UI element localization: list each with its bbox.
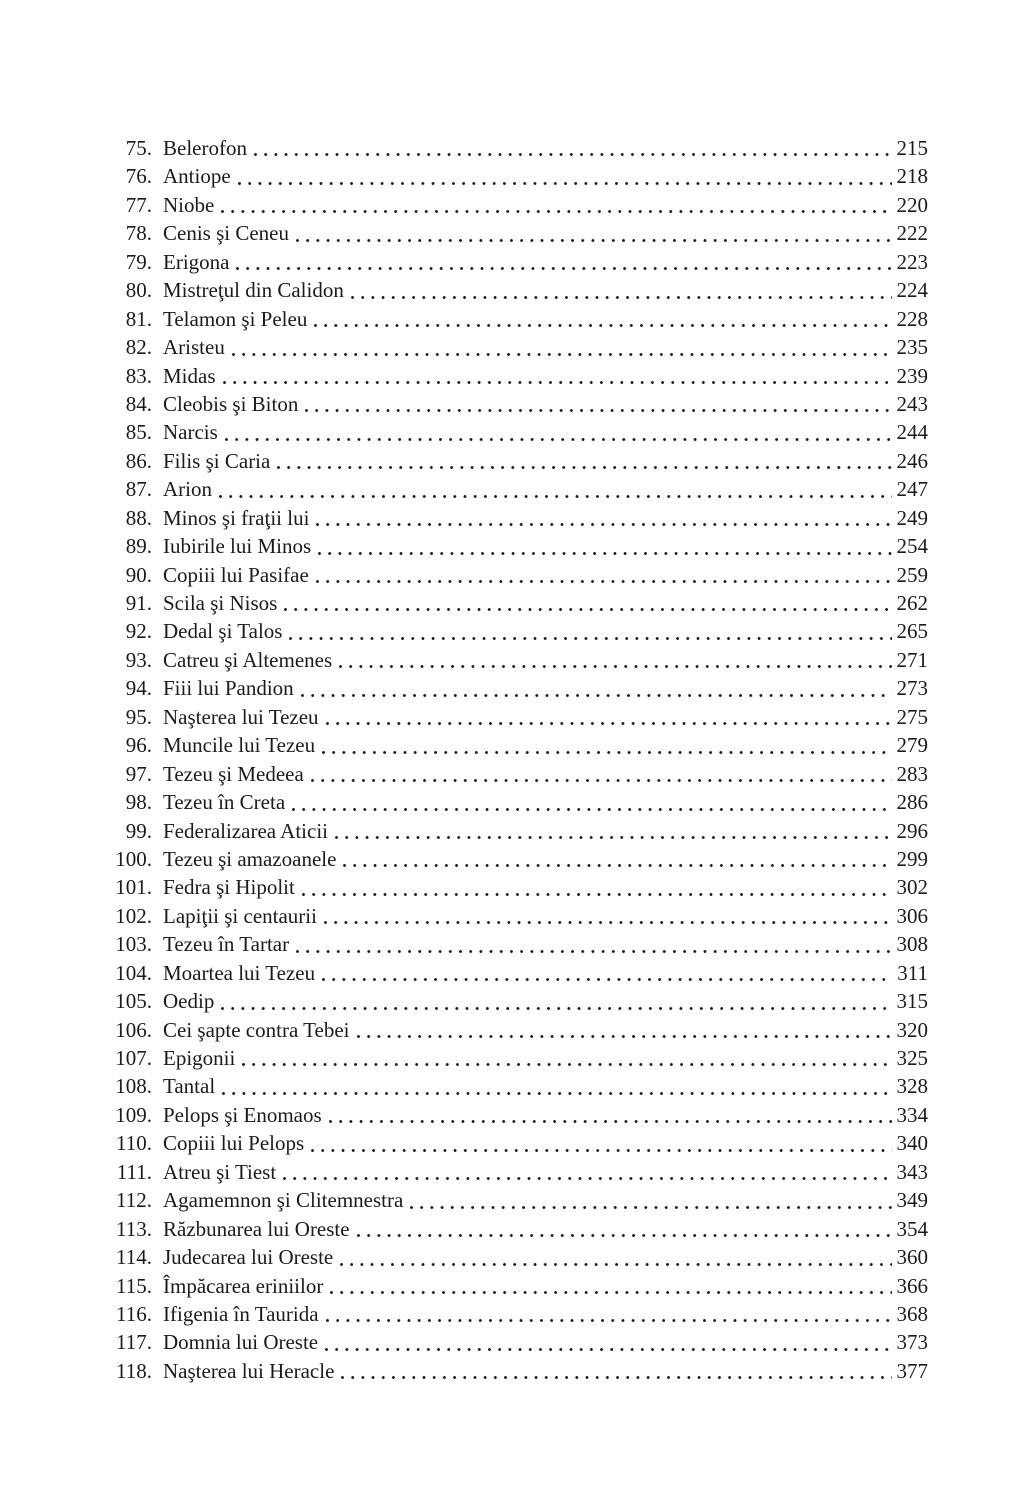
toc-entry-number: 81.	[125, 306, 152, 331]
toc-entry	[100, 532, 928, 560]
dot-leader	[318, 552, 891, 555]
toc-entry-title: Minos şi fraţii lui	[163, 505, 310, 530]
toc-entry-number: 114.	[116, 1245, 152, 1270]
toc-entry	[100, 1016, 928, 1044]
toc-entry	[100, 1101, 928, 1129]
toc-entry-page: 334	[896, 1102, 928, 1127]
toc-entry-number: 102.	[115, 903, 152, 928]
toc-entry-title: Tezeu în Creta	[163, 790, 286, 815]
toc-entry-number: 109.	[115, 1102, 152, 1127]
dot-leader	[232, 353, 892, 356]
toc-entry-number: 80.	[125, 278, 152, 303]
toc-entry-number: 97.	[125, 761, 152, 786]
toc-entry-number: 110.	[116, 1131, 152, 1156]
dot-leader	[302, 893, 892, 896]
toc-entry-page: 243	[896, 391, 928, 416]
toc-entry-title: Epigonii	[163, 1046, 236, 1070]
toc-entry-page: 315	[896, 989, 928, 1014]
toc-entry-page: 254	[896, 534, 928, 559]
toc-entry	[100, 191, 928, 219]
dot-leader	[221, 210, 891, 213]
dot-leader	[316, 580, 892, 583]
toc-entry-page: 296	[896, 818, 928, 843]
toc-entry	[100, 646, 928, 674]
toc-entry	[100, 617, 928, 645]
toc-entry-number: 103.	[115, 932, 152, 957]
toc-entry-title: Arion	[163, 477, 212, 502]
toc-entry-number: 86.	[125, 448, 152, 473]
dot-leader	[225, 438, 892, 441]
toc-entry-title: Telamon şi Peleu	[163, 306, 308, 331]
dot-leader	[322, 751, 891, 754]
toc-entry-title: Împăcarea eriniilor	[163, 1273, 324, 1298]
toc-entry-page: 283	[896, 761, 928, 786]
toc-entry	[100, 134, 928, 162]
toc-entry	[100, 276, 928, 304]
dot-leader	[221, 1007, 891, 1010]
dot-leader	[238, 182, 892, 185]
toc-entry-page: 262	[896, 591, 928, 615]
toc-entry	[100, 731, 928, 759]
toc-entry-number: 104.	[115, 960, 152, 985]
dot-leader	[292, 808, 891, 811]
toc-entry-number: 93.	[125, 647, 152, 672]
toc-entry-title: Midas	[163, 363, 216, 388]
toc-entry-page: 360	[896, 1245, 928, 1270]
dot-leader	[324, 921, 892, 924]
dot-leader	[316, 523, 891, 526]
toc-entry-title: Dedal şi Talos	[163, 619, 283, 644]
toc-entry	[100, 1158, 928, 1186]
toc-entry-number: 90.	[125, 562, 152, 587]
toc-entry-title: Tezeu şi amazoanele	[163, 846, 337, 871]
dot-leader	[357, 1234, 892, 1237]
toc-entry-number: 116.	[116, 1301, 152, 1326]
toc-entry-number: 87.	[125, 477, 152, 502]
toc-entry	[100, 1243, 928, 1271]
dot-leader	[340, 1263, 891, 1266]
dot-leader	[311, 1149, 891, 1152]
toc-entry-title: Judecarea lui Oreste	[163, 1245, 334, 1270]
toc-entry-page: 223	[896, 249, 928, 274]
toc-entry	[100, 589, 928, 617]
toc-entry-title: Fiii lui Pandion	[163, 676, 294, 701]
toc-entry-page: 325	[896, 1046, 928, 1070]
toc-entry	[100, 447, 928, 475]
toc-entry-page: 220	[896, 192, 928, 217]
toc-entry-page: 247	[896, 477, 928, 502]
toc-entry	[100, 1044, 928, 1072]
toc-entry	[100, 1215, 928, 1243]
toc-entry-page: 340	[896, 1131, 928, 1156]
dot-leader	[335, 836, 892, 839]
toc-entry-number: 76.	[125, 164, 152, 189]
toc-entry-number: 105.	[115, 989, 152, 1014]
toc-entry-number: 100.	[115, 846, 152, 871]
toc-entry	[100, 674, 928, 702]
toc-entry	[100, 1186, 928, 1214]
toc-entry-title: Cenis şi Ceneu	[163, 221, 289, 246]
toc-entry-number: 79.	[125, 249, 152, 274]
dot-leader	[343, 864, 891, 867]
dot-leader	[289, 637, 891, 640]
toc-entry-number: 111.	[116, 1159, 152, 1184]
toc-entry	[100, 987, 928, 1015]
toc-entry-page: 343	[896, 1159, 928, 1184]
dot-leader	[296, 239, 892, 242]
toc-entry-page: 306	[896, 903, 928, 928]
toc-entry-title: Copiii lui Pasifae	[163, 562, 309, 587]
toc-entry-page: 218	[896, 164, 928, 189]
toc-entry-page: 299	[896, 846, 928, 871]
toc-entry-page: 246	[896, 448, 928, 473]
toc-entry	[100, 1300, 928, 1328]
toc-entry	[100, 959, 928, 987]
dot-leader	[283, 1177, 891, 1180]
toc-entry	[100, 817, 928, 845]
dot-leader	[326, 1319, 892, 1322]
toc-entry	[100, 873, 928, 901]
dot-leader	[296, 950, 891, 953]
toc-entry-title: Naşterea lui Tezeu	[163, 704, 319, 729]
toc-entry-number: 108.	[115, 1074, 152, 1099]
toc-entry	[100, 845, 928, 873]
dot-leader	[254, 153, 892, 156]
toc-entry	[100, 561, 928, 589]
toc-entry	[100, 333, 928, 361]
toc-entry-title: Aristeu	[163, 335, 225, 360]
toc-entry-number: 83.	[125, 363, 152, 388]
toc-entry-number: 113.	[116, 1216, 152, 1241]
toc-entry-number: 75.	[125, 136, 152, 160]
toc-entry-title: Tezeu şi Medeea	[163, 761, 304, 786]
toc-entry	[100, 1328, 928, 1356]
toc-entry-page: 222	[896, 221, 928, 246]
toc-entry-title: Copiii lui Pelops	[163, 1131, 305, 1156]
toc-entry-page: 235	[896, 335, 928, 360]
toc-entry-title: Tantal	[163, 1074, 216, 1099]
toc-entry-page: 271	[896, 647, 928, 672]
toc-entry-page: 286	[896, 790, 928, 815]
toc-entry-number: 78.	[125, 221, 152, 246]
dot-leader	[329, 1120, 892, 1123]
toc-entry-page: 244	[896, 420, 928, 445]
dot-leader	[339, 665, 891, 668]
dot-leader	[301, 694, 892, 697]
dot-leader	[410, 1206, 891, 1209]
toc-entry-number: 107.	[115, 1046, 152, 1070]
toc-entry-title: Atreu şi Tiest	[163, 1159, 277, 1184]
table-of-contents	[100, 134, 928, 1385]
toc-entry	[100, 788, 928, 816]
toc-entry	[100, 475, 928, 503]
toc-entry-page: 224	[896, 278, 928, 303]
toc-entry	[100, 1072, 928, 1100]
toc-entry-title: Scila şi Nisos	[163, 591, 278, 615]
dot-leader	[305, 409, 891, 412]
dot-leader	[277, 466, 891, 469]
toc-entry-number: 106.	[115, 1017, 152, 1042]
dot-leader	[325, 1348, 891, 1351]
toc-entry-number: 99.	[125, 818, 152, 843]
toc-entry-title: Pelops şi Enomaos	[163, 1102, 322, 1127]
toc-entry	[100, 930, 928, 958]
toc-entry-title: Erigona	[163, 249, 230, 274]
toc-entry-number: 84.	[125, 391, 152, 416]
toc-entry-title: Tezeu în Tartar	[163, 932, 290, 957]
toc-entry-title: Oedip	[163, 989, 215, 1014]
toc-entry-number: 92.	[125, 619, 152, 644]
toc-entry-page: 259	[896, 562, 928, 587]
toc-entry-number: 82.	[125, 335, 152, 360]
toc-entry-page: 349	[896, 1188, 928, 1213]
toc-entry-page: 377	[896, 1358, 928, 1383]
toc-entry-page: 275	[896, 704, 928, 729]
dot-leader	[311, 779, 892, 782]
toc-entry-page: 354	[896, 1216, 928, 1241]
toc-entry-number: 91.	[125, 591, 152, 615]
toc-entry-title: Catreu şi Altemenes	[163, 647, 333, 672]
toc-entry-page: 373	[896, 1330, 928, 1355]
toc-entry	[100, 219, 928, 247]
dot-leader	[236, 267, 891, 270]
toc-entry-page: 368	[896, 1301, 928, 1326]
toc-entry-number: 98.	[125, 790, 152, 815]
dot-leader	[341, 1376, 891, 1379]
toc-entry-title: Cleobis şi Biton	[163, 391, 299, 416]
dot-leader	[351, 296, 892, 299]
toc-entry-title: Antiope	[163, 164, 231, 189]
toc-entry-number: 77.	[125, 192, 152, 217]
toc-entry-page: 320	[896, 1017, 928, 1042]
toc-entry-title: Filis şi Caria	[163, 448, 271, 473]
toc-entry-title: Muncile lui Tezeu	[163, 733, 316, 758]
toc-entry-title: Fedra şi Hipolit	[163, 875, 295, 900]
toc-entry-page: 249	[896, 505, 928, 530]
toc-entry-title: Federalizarea Aticii	[163, 818, 328, 843]
toc-entry-number: 117.	[116, 1330, 152, 1355]
toc-entry-page: 308	[896, 932, 928, 957]
toc-entry-title: Moartea lui Tezeu	[163, 960, 316, 985]
toc-entry	[100, 362, 928, 390]
toc-entry-title: Răzbunarea lui Oreste	[163, 1216, 350, 1241]
toc-entry-number: 85.	[125, 420, 152, 445]
dot-leader	[284, 608, 891, 611]
toc-entry-title: Ifigenia în Taurida	[163, 1301, 319, 1326]
dot-leader	[326, 722, 892, 725]
toc-entry-page: 311	[897, 960, 928, 985]
toc-entry	[100, 504, 928, 532]
toc-entry-title: Mistreţul din Calidon	[163, 278, 344, 303]
toc-entry-page: 328	[896, 1074, 928, 1099]
dot-leader	[330, 1291, 891, 1294]
toc-entry-number: 112.	[116, 1188, 152, 1213]
toc-entry-number: 118.	[116, 1358, 152, 1383]
toc-entry	[100, 1129, 928, 1157]
toc-entry-page: 239	[896, 363, 928, 388]
toc-entry	[100, 162, 928, 190]
toc-entry-page: 228	[896, 306, 928, 331]
toc-entry-number: 115.	[116, 1273, 152, 1298]
toc-entry	[100, 418, 928, 446]
toc-entry-title: Lapiţii şi centaurii	[163, 903, 317, 928]
toc-entry-number: 94.	[125, 676, 152, 701]
toc-entry	[100, 703, 928, 731]
toc-entry-number: 101.	[115, 875, 152, 900]
toc-entry-title: Narcis	[163, 420, 218, 445]
toc-entry	[100, 902, 928, 930]
dot-leader	[222, 1092, 891, 1095]
toc-entry-number: 96.	[125, 733, 152, 758]
toc-entry	[100, 760, 928, 788]
dot-leader	[357, 1035, 892, 1038]
toc-entry-page: 273	[896, 676, 928, 701]
toc-entry	[100, 1357, 928, 1385]
toc-entry-number: 95.	[125, 704, 152, 729]
toc-entry-page: 265	[896, 619, 928, 644]
toc-entry-page: 279	[896, 733, 928, 758]
toc-entry	[100, 390, 928, 418]
toc-entry-number: 88.	[125, 505, 152, 530]
toc-entry-title: Cei şapte contra Tebei	[163, 1017, 350, 1042]
dot-leader	[322, 978, 892, 981]
dot-leader	[219, 495, 892, 498]
toc-entry-page: 215	[896, 136, 928, 160]
dot-leader	[223, 381, 892, 384]
toc-entry	[100, 305, 928, 333]
toc-entry	[100, 1272, 928, 1300]
toc-entry-title: Niobe	[163, 192, 215, 217]
toc-entry-title: Agamemnon şi Clitemnestra	[163, 1188, 404, 1213]
toc-entry-page: 302	[896, 875, 928, 900]
toc-entry	[100, 248, 928, 276]
toc-entry-title: Naşterea lui Heracle	[163, 1358, 335, 1383]
dot-leader	[314, 324, 891, 327]
toc-entry-title: Domnia lui Oreste	[163, 1330, 319, 1355]
toc-entry-title: Belerofon	[163, 136, 247, 160]
toc-entry-page: 366	[896, 1273, 928, 1298]
dot-leader	[242, 1063, 891, 1066]
toc-entry-number: 89.	[125, 534, 152, 559]
toc-entry-title: Iubirile lui Minos	[163, 534, 312, 559]
